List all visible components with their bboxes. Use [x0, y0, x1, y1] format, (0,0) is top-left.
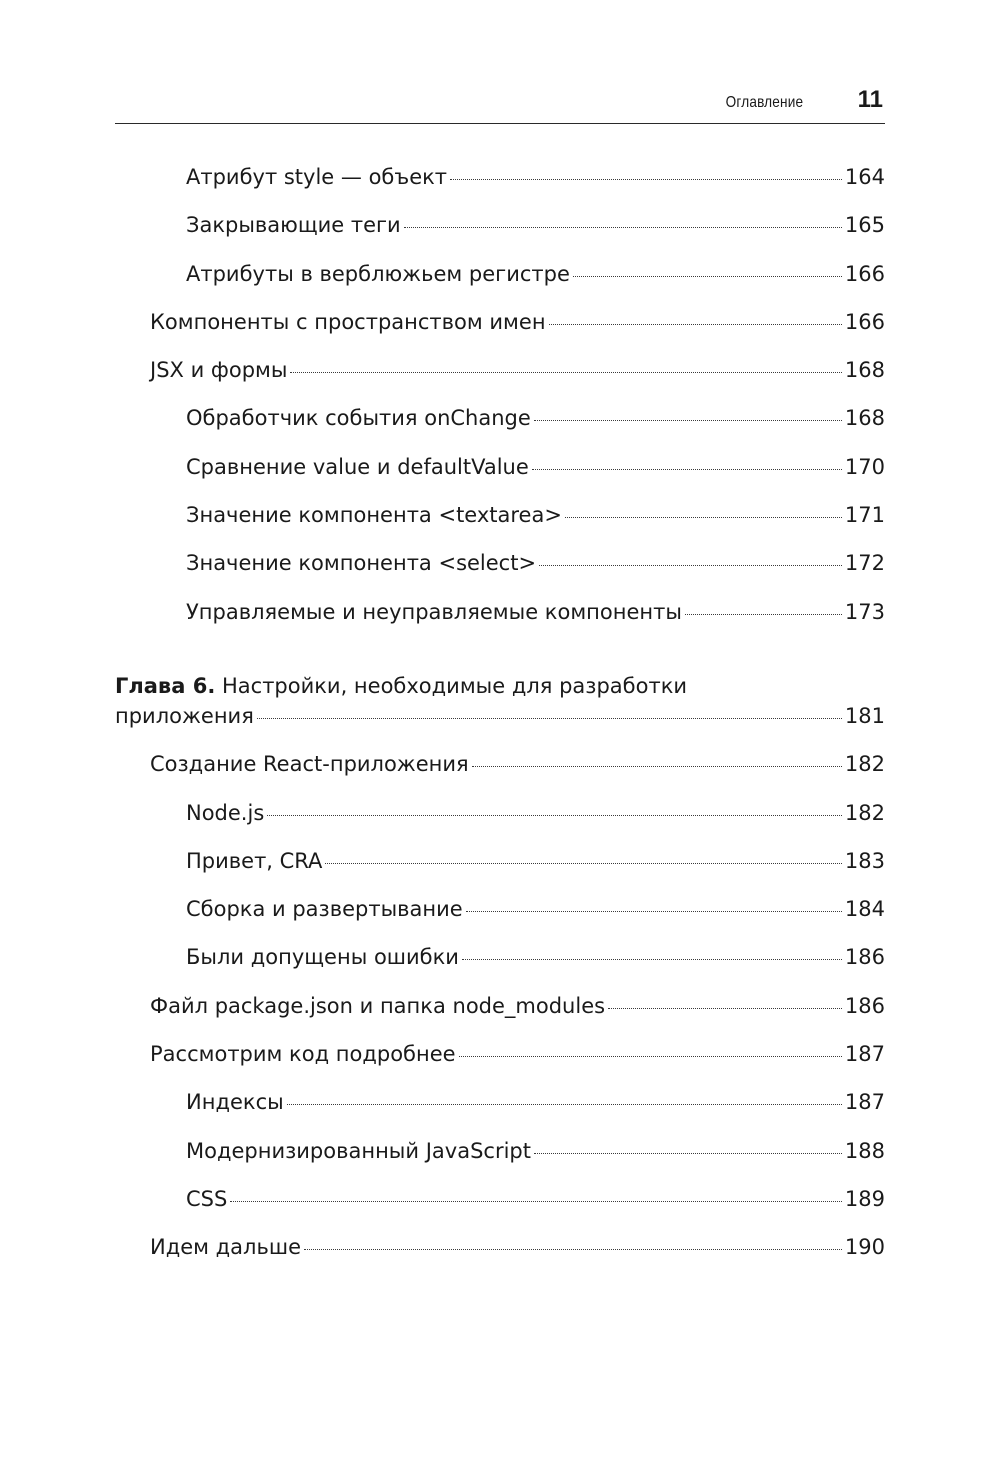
- toc-entry-page: 166: [844, 309, 885, 334]
- chapter-page: 181: [844, 703, 885, 728]
- toc-entry[interactable]: [115, 1232, 885, 1280]
- dot-leader: [532, 469, 842, 470]
- toc-entry[interactable]: [115, 991, 885, 1039]
- toc-entry-label: Компоненты с пространством имен: [150, 309, 546, 334]
- toc-entry-label: Атрибут style — объект: [186, 165, 448, 189]
- toc-entry-page: 189: [844, 1186, 885, 1211]
- toc-entry-label: Модернизированный JavaScript: [186, 1138, 531, 1163]
- toc-entry-label: Файл package.json и папка node_modules: [150, 993, 606, 1018]
- toc-entry-label: Рассмотрим код подробнее: [150, 1042, 456, 1067]
- dot-leader: [534, 1153, 842, 1154]
- toc-entry-page: 164: [844, 165, 885, 189]
- dot-leader: [685, 614, 842, 615]
- dot-leader: [304, 1249, 842, 1250]
- toc-entry-page: 173: [844, 599, 885, 624]
- dot-leader: [230, 1201, 842, 1202]
- toc-entry-page: 166: [844, 261, 885, 286]
- toc-entry-page: 188: [844, 1138, 885, 1163]
- dot-leader: [573, 276, 842, 277]
- toc-entry-label: Закрывающие теги: [186, 213, 401, 238]
- toc-entry[interactable]: [115, 1136, 885, 1184]
- toc-entry-page: 186: [844, 993, 885, 1018]
- toc-entry[interactable]: [115, 500, 885, 548]
- toc-entry-label: Значение компонента <textarea>: [186, 503, 562, 528]
- toc-entry[interactable]: [115, 798, 885, 846]
- dot-leader: [462, 959, 842, 960]
- toc-entry[interactable]: [115, 548, 885, 596]
- page-header: [115, 82, 885, 124]
- running-title: Оглавление: [725, 94, 803, 111]
- toc-entry-page: 171: [844, 503, 885, 528]
- toc-entry-label: Атрибуты в верблюжьем регистре: [186, 261, 570, 286]
- toc-entry-label: Значение компонента <select>: [186, 551, 537, 576]
- dot-leader: [404, 227, 842, 228]
- table-of-contents: [115, 162, 885, 1281]
- dot-leader: [549, 324, 842, 325]
- dot-leader: [565, 517, 842, 518]
- toc-entry[interactable]: [115, 749, 885, 797]
- toc-entry-page: 184: [844, 897, 885, 922]
- toc-entry-page: 186: [844, 945, 885, 970]
- toc-entry-label: Индексы: [186, 1090, 284, 1115]
- toc-entry-label: Привет, CRA: [186, 848, 323, 873]
- dot-leader: [257, 718, 842, 719]
- toc-entry-page: 182: [844, 800, 885, 825]
- toc-entry[interactable]: [115, 942, 885, 990]
- toc-entry[interactable]: [115, 355, 885, 403]
- dot-leader: [325, 863, 841, 864]
- toc-entry-label: CSS: [186, 1186, 228, 1211]
- dot-leader: [466, 911, 842, 912]
- toc-entry-label: Сравнение value и defaultValue: [186, 454, 529, 479]
- toc-entry-label: Идем дальше: [150, 1235, 301, 1260]
- toc-entry-label: Создание React-приложения: [150, 752, 469, 777]
- toc-entry[interactable]: [115, 1039, 885, 1087]
- toc-entry[interactable]: [115, 1184, 885, 1232]
- dot-leader: [267, 815, 842, 816]
- toc-entry-label: Были допущены ошибки: [186, 945, 459, 970]
- toc-entry-label: Обработчик события onChange: [186, 406, 531, 431]
- chapter-title-end: приложения: [115, 703, 254, 728]
- toc-entry-label: Сборка и развертывание: [186, 897, 463, 922]
- toc-entry-label: Node.js: [186, 800, 265, 825]
- toc-entry-page: 170: [844, 454, 885, 479]
- toc-entry-page: 168: [844, 406, 885, 431]
- chapter-entry[interactable]: [115, 671, 885, 749]
- chapter-title-line: [115, 671, 885, 701]
- dot-leader: [287, 1104, 842, 1105]
- toc-entry[interactable]: [115, 210, 885, 258]
- dot-leader: [539, 565, 842, 566]
- toc-entry[interactable]: [115, 403, 885, 451]
- dot-leader: [450, 179, 842, 180]
- toc-entry[interactable]: [115, 162, 885, 210]
- toc-entry-page: 165: [844, 213, 885, 238]
- toc-entry-page: 183: [844, 848, 885, 873]
- dot-leader: [290, 372, 841, 373]
- toc-entry-page: 187: [844, 1090, 885, 1115]
- chapter-title: Настройки, необходимые для разработки: [221, 673, 688, 698]
- page-number: 11: [857, 86, 883, 113]
- toc-entry-page: 187: [844, 1042, 885, 1067]
- dot-leader: [608, 1008, 842, 1009]
- dot-leader: [459, 1056, 842, 1057]
- toc-entry-label: Управляемые и неуправляемые компоненты: [186, 599, 682, 624]
- chapter-number: Глава 6.: [115, 673, 216, 698]
- toc-entry[interactable]: [115, 597, 885, 645]
- toc-entry[interactable]: [115, 846, 885, 894]
- toc-entry[interactable]: [115, 1087, 885, 1135]
- dot-leader: [534, 420, 842, 421]
- toc-entry[interactable]: [115, 452, 885, 500]
- toc-entry[interactable]: [115, 259, 885, 307]
- toc-entry-label: JSX и формы: [150, 358, 288, 383]
- toc-entry-page: 182: [844, 752, 885, 777]
- toc-entry-page: 190: [844, 1235, 885, 1260]
- toc-entry-page: 172: [844, 551, 885, 576]
- toc-entry-page: 168: [844, 358, 885, 383]
- toc-entry[interactable]: [115, 307, 885, 355]
- chapter-title-continuation: [115, 701, 885, 749]
- toc-entry[interactable]: [115, 894, 885, 942]
- dot-leader: [472, 766, 842, 767]
